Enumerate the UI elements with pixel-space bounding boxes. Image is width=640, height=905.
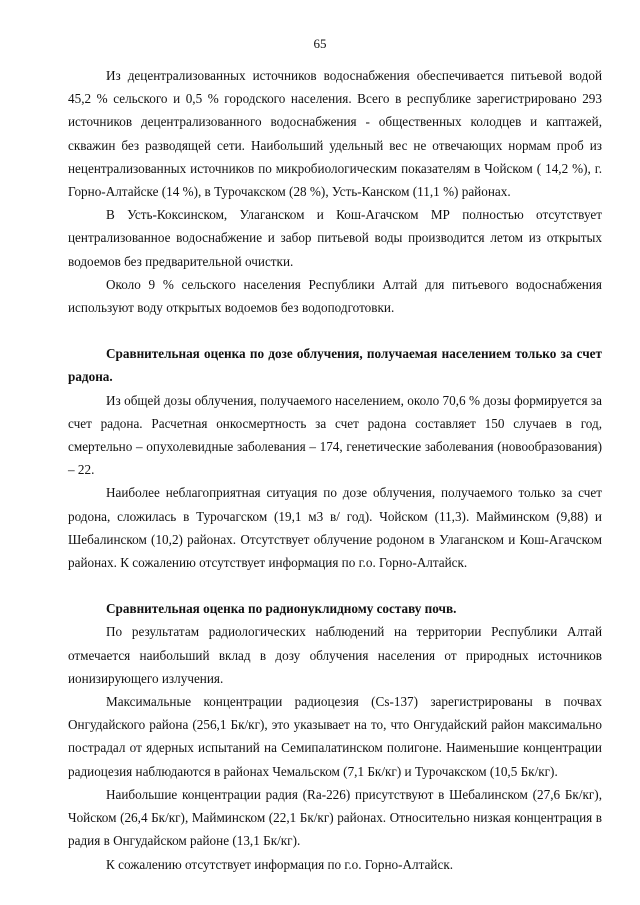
- paragraph-no-central-water: В Усть-Коксинском, Улаганском и Кош-Агачском МР полностью отсутствует централизованное водоснабжение и забор питьевой воды производится летом из открытых водоемов без предварительной очистки.: [68, 207, 602, 269]
- paragraph-radon-share: Из общей дозы облучения, получаемого населением, около 70,6 % дозы формируется за счет радона. Расчетная онкосмертность за счет радона составляет 150 случаев в год, смертельно – опухолевидные заболевания – 174, генетические заболевания (новообразования) – 22.: [68, 392, 602, 478]
- paragraph-radiological-observations: По результатам радиологических наблюдений на территории Республики Алтай отмечается наибольший вклад в дозу облучения населения от природных источников ионизирующего излучения.: [68, 624, 602, 686]
- paragraph-radium-concentrations: Наибольшие концентрации радия (Ra-226) присутствуют в Шебалинском (27,6 Бк/кг), Чойском (26,4 Бк/кг), Майминском (22,1 Бк/кг) районах. Относительно низкая концентрация в радия в Онгудайском районе (13,1 Бк/кг).: [68, 786, 602, 849]
- paragraph-decentralized-water: Из децентрализованных источников водоснабжения обеспечивается питьевой водой 45,2 % сельского и 0,5 % городского населения. Всего в республике зарегистрировано 293 источников децентрализованного водоснабжения - общественных колодцев и каптажей, скважин без разводящей сети. Наибольший удельный вес не отвечающих нормам проб из нецентрализованных источников по микробиологическим показателям в Чойском ( 14,2 %), г. Горно-Алтайске (14 %), в Турочакском (28 %), Усть-Канском (11,1 %) районах.: [68, 68, 602, 200]
- page-number: 65: [313, 36, 327, 51]
- paragraph-missing-info: К сожалению отсутствует информация по г.о. Горно-Алтайск.: [106, 856, 454, 872]
- paragraph-open-water-use: Около 9 % сельского населения Республики Алтай для питьевого водоснабжения используют воду открытых водоемов без водоподготовки.: [68, 276, 602, 316]
- document-body: [68, 64, 602, 876]
- paragraph-radon-districts: Наиболее неблагоприятная ситуация по дозе облучения, получаемого только за счет родона, сложилась в Турочагском (19,1 м3 в/ год). Чойском (11,3). Майминском (9,88) и Шебалинском (10,2) районах. Отсутствует облучение родоном в Улаганском и Кош-Агачском районах. К сожалению отсутствует информация по г.о. Горно-Алтайск.: [68, 485, 602, 571]
- section-heading-soil-radionuclides: Сравнительная оценка по радионуклидному составу почв.: [106, 601, 457, 617]
- section-heading-radon-dose: Сравнительная оценка по дозе облучения, получаемая населением только за счет радона.: [68, 346, 602, 385]
- paragraph-cesium-concentrations: Максимальные концентрации радиоцезия (Cs-137) зарегистрированы в почвах Онгудайского района (256,1 Бк/кг), это указывает на то, что Онгудайский район максимально пострадал от ядерных испытаний на Семипалатинском полигоне. Наименьшие концентрации радиоцезия наблюдаются в районах Чемальском (7,1 Бк/кг) и Турочакском (10,5 Бк/кг).: [68, 694, 602, 779]
